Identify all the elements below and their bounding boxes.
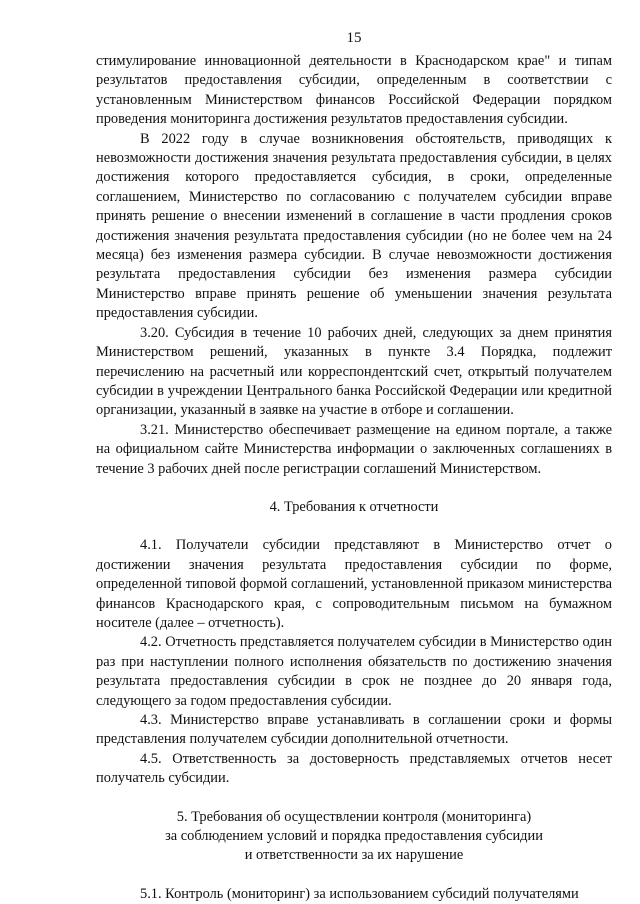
spacer [96,789,612,808]
spacer [96,479,612,498]
page-number: 15 [346,30,362,46]
paragraph-continuation: стимулирование инновационной деятельности в Краснодарском крае" и типам результатов предоставления субсидии, определенным в соответствии с установленным Министерством финансов Российской Федерации порядком проведения мониторинга достижения результатов предоставления субсидии. [96,53,612,128]
paragraph-3-21: 3.21. Министерство обеспечивает размещение на едином портале, а также на официальном сайте Министерства информации о заключенных соглашениях в течение 3 рабочих дней после регистрации соглашений Министерством. [96,421,612,477]
document-page [96,28,612,904]
paragraph-5-1: 5.1. Контроль (мониторинг) за использованием субсидий получателями [140,885,579,902]
paragraph-4-2: 4.2. Отчетность представляется получателем субсидии в Министерство один раз при наступлении полного исполнения обязательств по достижению значения результата предоставления субсидии в срок не позднее до 20 января года, следующего за годом предоставления субсидии. [96,634,612,709]
spacer [96,866,612,885]
paragraph-4-1: 4.1. Получатели субсидии представляют в Министерство отчет о достижении значения результата предоставления субсидии по форме, определенной типовой формой соглашений, установленной приказом министерства финансов Краснодарского края, с сопроводительным письмом на бумажном носителе (далее – отчетность). [96,537,612,631]
paragraph-4-3: 4.3. Министерство вправе устанавливать в соглашении сроки и формы представления получателем субсидии дополнительной отчетности. [96,712,612,748]
section-4-heading: 4. Требования к отчетности [269,498,439,515]
section-5-heading-line-2: за соблюдением условий и порядка предоставления субсидии [165,828,543,845]
paragraph-2022: В 2022 году в случае возникновения обстоятельств, приводящих к невозможности достижения значения результата предоставления субсидии, в целях достижения которого предоставляется субсидия, в сроки, определенные соглашением, Министерство по согласованию с получателем субсидии вправе принять решение о внесении изменений в соглашение в части продления сроков достижения значения результата предоставления субсидии (но не более чем на 24 месяца) без изменения размера субсидии. В случае невозможности достижения результата предоставления субсидии без изменения размера субсидии Министерство вправе принять решение об уменьшении значения результата предоставления субсидии. [96,130,612,322]
spacer [96,517,612,536]
paragraph-3-20: 3.20. Субсидия в течение 10 рабочих дней, следующих за днем принятия Министерством решений, указанных в пункте 3.4 Порядка, подлежит перечислению на расчетный или корреспондентский счет, открытый получателем субсидии в учреждении Центрального банка Российской Федерации или кредитной организации, указанный в заявке на участие в отборе и соглашении. [96,324,612,419]
paragraph-4-5: 4.5. Ответственность за достоверность представляемых отчетов несет получатель субсидии. [96,750,612,787]
section-5-heading-line-1: 5. Требования об осуществлении контроля (мониторинга) [176,808,532,825]
section-5-heading-line-3: и ответственности за их нарушение [244,847,464,864]
